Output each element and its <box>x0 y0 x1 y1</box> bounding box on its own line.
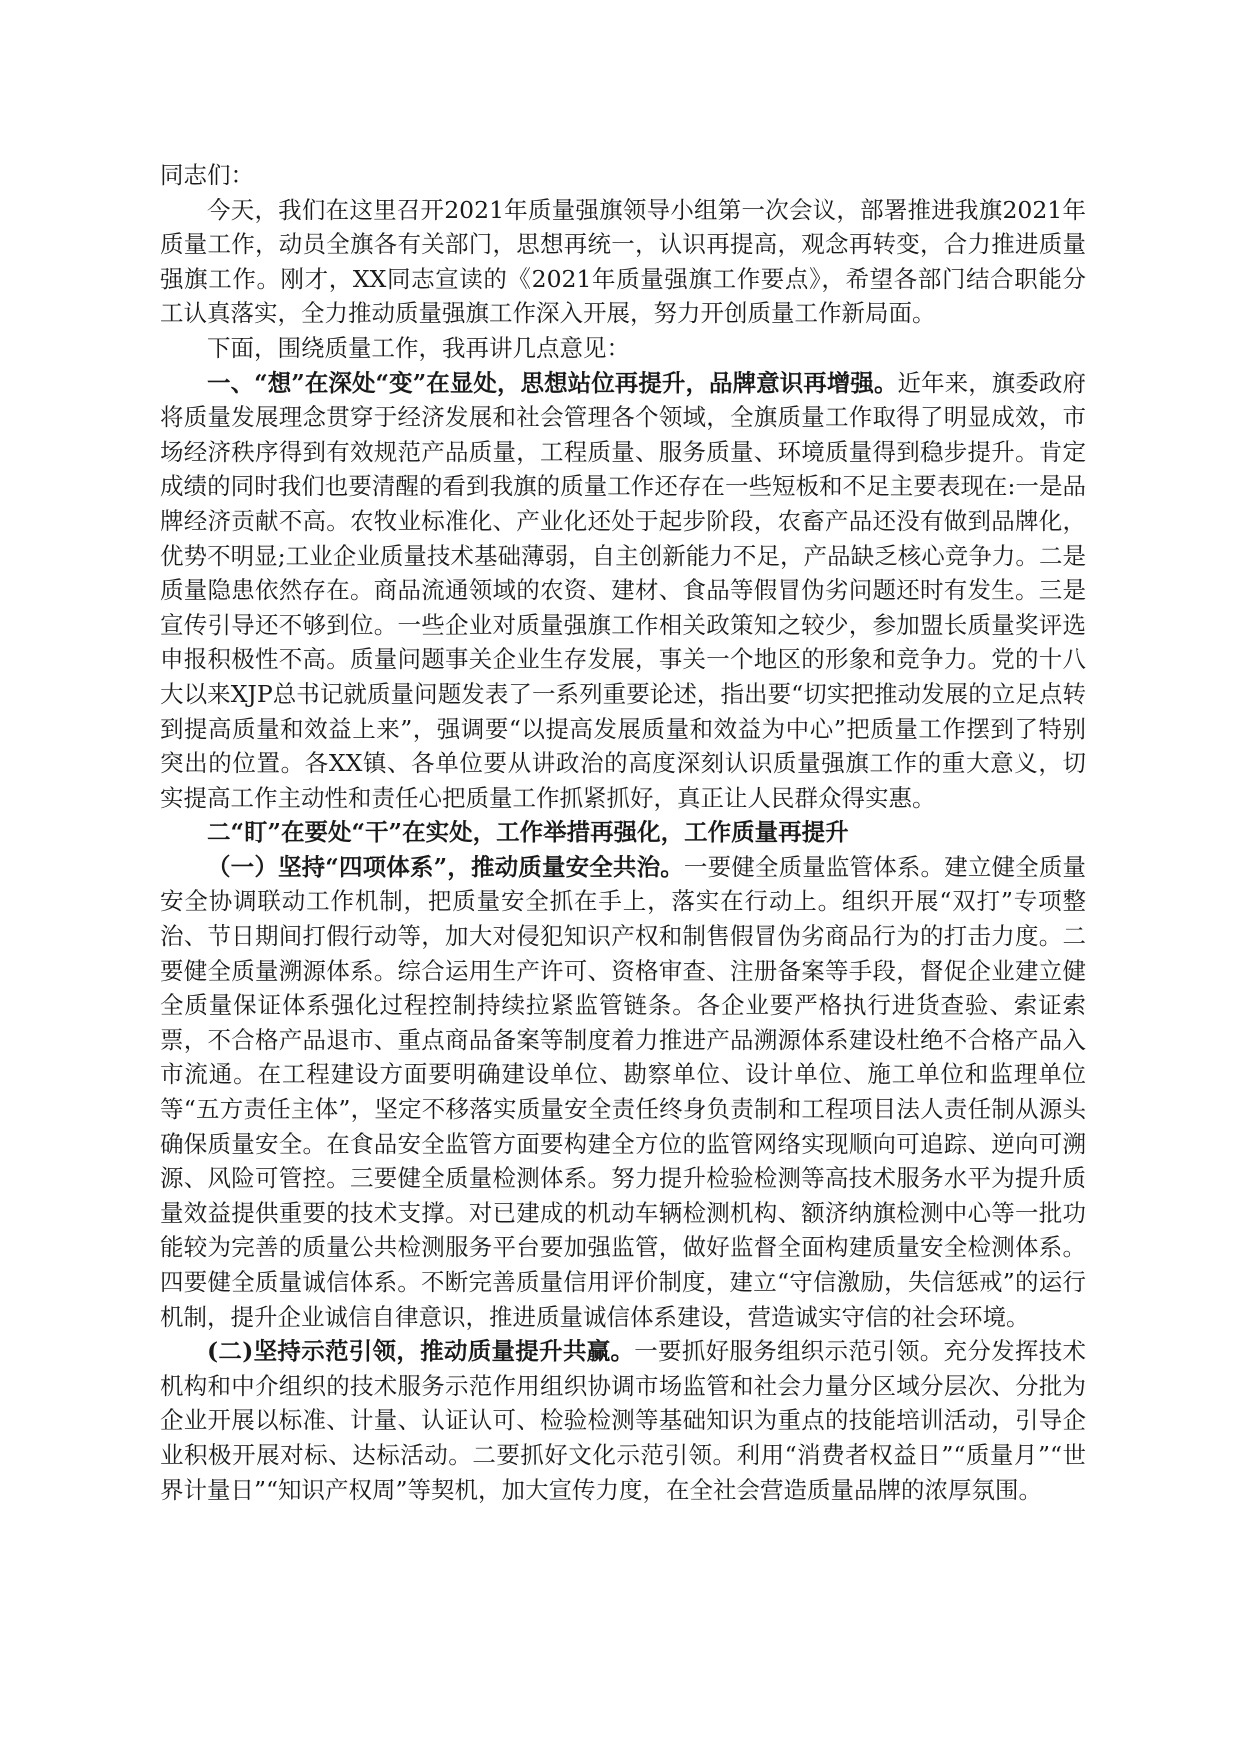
subsection-one-heading: （一）坚持“四项体系”，推动质量安全共治。 <box>207 852 684 881</box>
transition-paragraph: 下面，围绕质量工作，我再讲几点意见： <box>207 333 630 362</box>
section-one-paragraph <box>160 366 1086 816</box>
section-one-heading: 一、“想”在深处“变”在显处，思想站位再提升，品牌意识再增强。 <box>207 368 898 397</box>
subsection-two-body: 一要抓好服务组织示范引领。充分发挥技术机构和中介组织的技术服务示范作用组织协调市场监管和社会力量分区域分层次、分批为企业开展以标准、计量、认证认可、检验检测等基础知识为重点的技能培训活动，引导企业积极开展对标、达标活动。二要抓好文化示范引领。利用“消费者权益日”“质量月”“世界计量日”“知识产权周”等契机，加大宣传力度，在全社会营造质量品牌的浓厚氛围。 <box>160 1337 1086 1504</box>
subsection-one-body: 一要健全质量监管体系。建立健全质量安全协调联动工作机制，把质量安全抓在手上，落实在行动上。组织开展“双打”专项整治、节日期间打假行动等，加大对侵犯知识产权和制售假冒伪劣商品行为的打击力度。二要健全质量溯源体系。综合运用生产许可、资格审查、注册备案等手段，督促企业建立健全质量保证体系强化过程控制持续拉紧监管链条。各企业要严格执行进货查验、索证索票，不合格产品退市、重点商品备案等制度着力推进产品溯源体系建设杜绝不合格产品入市流通。在工程建设方面要明确建设单位、勘察单位、设计单位、施工单位和监理单位等“五方责任主体”，坚定不移落实质量安全责任终身负责制和工程项目法人责任制从源头确保质量安全。在食品安全监管方面要构建全方位的监管网络实现顺向可追踪、逆向可溯源、风险可管控。三要健全质量检测体系。努力提升检验检测等高技术服务水平为提升质量效益提供重要的技术支撑。对已建成的机动车辆检测机构、额济纳旗检测中心等一批功能较为完善的质量公共检测服务平台要加强监管，做好监督全面构建质量安全检测体系。四要健全质量诚信体系。不断完善质量信用评价制度，建立“守信激励，失信惩戒”的运行机制，提升企业诚信自律意识，推进质量诚信体系建设，营造诚实守信的社会环境。 <box>160 852 1086 1331</box>
section-two-heading: 二“盯”在要处“干”在实处，工作举措再强化，工作质量再提升 <box>207 818 849 847</box>
section-one-body: 近年来，旗委政府将质量发展理念贯穿于经济发展和社会管理各个领域，全旗质量工作取得了明显成效，市场经济秩序得到有效规范产品质量，工程质量、服务质量、环境质量得到稳步提升。肯定成绩的同时我们也要清醒的看到我旗的质量工作还存在一些短板和不足主要表现在:一是品牌经济贡献不高。农牧业标准化、产业化还处于起步阶段，农畜产品还没有做到品牌化，优势不明显;工业企业质量技术基础薄弱，自主创新能力不足，产品缺乏核心竞争力。二是质量隐患依然存在。商品流通领域的农资、建材、食品等假冒伪劣问题还时有发生。三是宣传引导还不够到位。一些企业对质量强旗工作相关政策知之较少，参加盟长质量奖评选申报积极性不高。质量问题事关企业生存发展，事关一个地区的形象和竞争力。党的十八大以来XJP总书记就质量问题发表了一系列重要论述，指出要“切实把推动发展的立足点转到提高质量和效益上来”，强调要“以提高发展质量和效益为中心”把质量工作摆到了特别突出的位置。各XX镇、各单位要从讲政治的高度深刻认识质量强旗工作的重大意义，切实提高工作主动性和责任心把质量工作抓紧抓好，真正让人民群众得实惠。 <box>160 368 1086 812</box>
subsection-two-paragraph <box>160 1334 1086 1507</box>
document-page <box>160 158 1086 1507</box>
subsection-one-paragraph <box>160 850 1086 1334</box>
subsection-two-heading: (二)坚持示范引领，推动质量提升共赢。 <box>207 1337 635 1366</box>
salutation: 同志们： <box>160 161 254 189</box>
intro-paragraph: 今天，我们在这里召开2021年质量强旗领导小组第一次会议，部署推进我旗2021年质量工作，动员全旗各有关部门，思想再统一，认识再提高，观念再转变，合力推进质量强旗工作。刚才，XX同志宣读的《2021年质量强旗工作要点》，希望各部门结合职能分工认真落实，全力推动质量强旗工作深入开展，努力开创质量工作新局面。 <box>160 195 1086 328</box>
